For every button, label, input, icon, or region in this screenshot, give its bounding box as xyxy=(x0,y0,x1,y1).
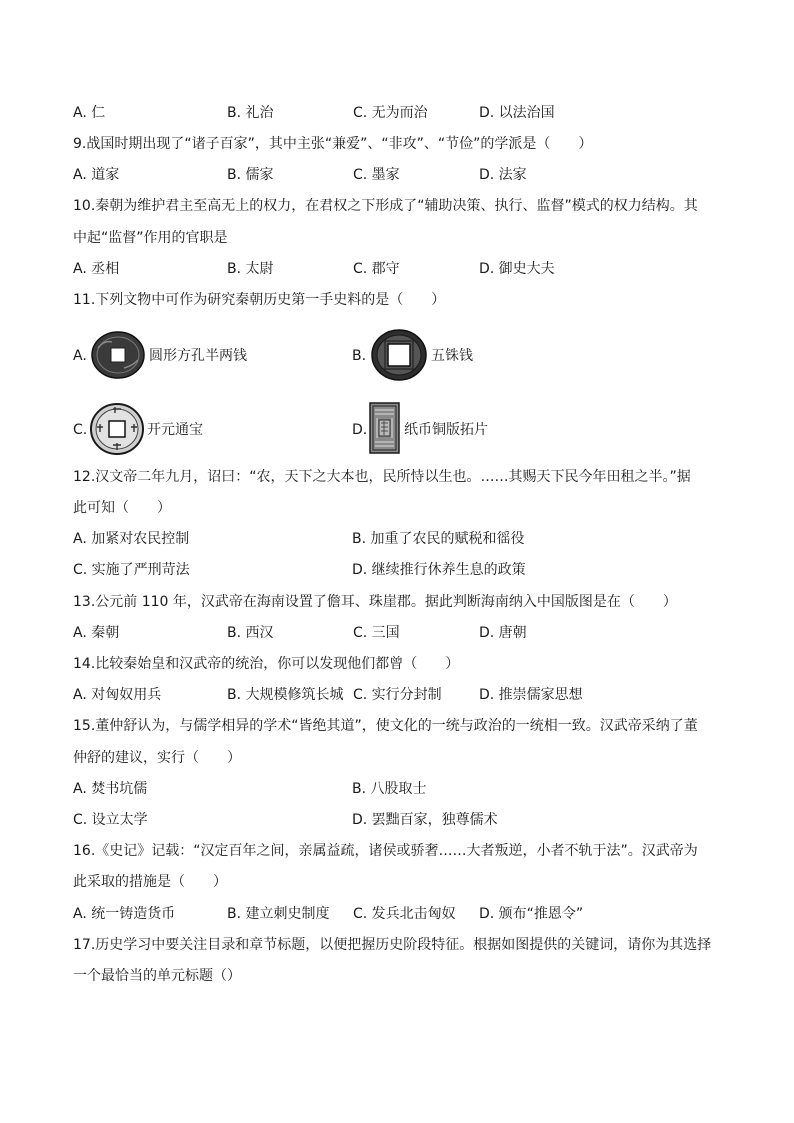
q16-stem-line2: 此采取的措施是（ ） xyxy=(73,874,227,890)
round-coin-icon xyxy=(90,330,146,380)
q15-option-c: C. 设立太学 xyxy=(73,812,148,828)
q15-option-b: B. 八股取士 xyxy=(352,781,427,797)
q12-option-a: A. 加紧对农民控制 xyxy=(73,531,190,547)
q16-stem-line1: 16.《史记》记载：“汉定百年之间，亲属益疏，诸侯或骄奢……大者叛逆，小者不轨于法”。汉武帝为 xyxy=(73,843,698,859)
q11-option-b-letter: B. xyxy=(352,348,367,364)
q11-option-d-label: 纸币铜版拓片 xyxy=(404,422,488,438)
q16-option-a: A. 统一铸造货币 xyxy=(73,906,176,922)
round-coin-icon xyxy=(89,402,145,456)
q16-option-b: B. 建立刺史制度 xyxy=(227,906,330,922)
round-coin-icon xyxy=(370,328,428,382)
q11-option-d-letter: D. xyxy=(352,422,368,438)
q10-stem-line2: 中起“监督”作用的官职是 xyxy=(73,230,228,246)
q9-option-b: B. 儒家 xyxy=(227,167,274,183)
q11-option-a-label: 圆形方孔半两钱 xyxy=(149,348,247,364)
q11-option-c-label: 开元通宝 xyxy=(147,422,203,438)
q15-option-a: A. 焚书坑儒 xyxy=(73,781,148,797)
q14-stem: 14.比较秦始皇和汉武帝的统治，你可以发现他们都曾（ ） xyxy=(73,656,460,672)
q12-stem-line2: 此可知（ ） xyxy=(73,500,171,516)
q15-option-d: D. 罢黜百家，独尊儒术 xyxy=(352,812,498,828)
paper-money-icon xyxy=(369,402,400,454)
q12-option-c: C. 实施了严刑苛法 xyxy=(73,562,190,578)
q14-option-c: C. 实行分封制 xyxy=(353,687,442,703)
q13-option-d: D. 唐朝 xyxy=(479,625,527,641)
q17-stem-line2: 一个最恰当的单元标题（） xyxy=(73,968,241,984)
q13-stem: 13.公元前 110 年，汉武帝在海南设置了儋耳、珠崖郡。据此判断海南纳入中国版图是在（ ） xyxy=(73,594,677,610)
q10-option-d: D. 御史大夫 xyxy=(479,261,555,277)
q11-option-c-letter: C. xyxy=(73,422,88,438)
q14-option-d: D. 推崇儒家思想 xyxy=(479,687,583,703)
q12-option-b: B. 加重了农民的赋税和徭役 xyxy=(352,531,525,547)
q11-stem: 11.下列文物中可作为研究秦朝历史第一手史料的是（ ） xyxy=(73,292,446,308)
q11-option-b-label: 五铢钱 xyxy=(431,348,473,364)
q16-option-d: D. 颁布“推恩令” xyxy=(479,906,584,922)
q13-option-c: C. 三国 xyxy=(353,625,400,641)
q13-option-a: A. 秦朝 xyxy=(73,625,120,641)
q9-option-d: D. 法家 xyxy=(479,167,527,183)
q8-option-c: C. 无为而治 xyxy=(353,105,428,121)
q12-option-d: D. 继续推行休养生息的政策 xyxy=(352,562,526,578)
q17-stem-line1: 17.历史学习中要关注目录和章节标题，以便把握历史阶段特征。根据如图提供的关键词，请你为其选择 xyxy=(73,937,712,953)
q14-option-b: B. 大规模修筑长城 xyxy=(227,687,344,703)
q8-option-b: B. 礼治 xyxy=(227,105,274,121)
q10-option-b: B. 太尉 xyxy=(227,261,274,277)
q8-option-d: D. 以法治国 xyxy=(479,105,555,121)
q8-option-a: A. 仁 xyxy=(73,105,106,121)
q13-option-b: B. 西汉 xyxy=(227,625,274,641)
q9-option-a: A. 道家 xyxy=(73,167,120,183)
q10-stem-line1: 10.秦朝为维护君主至高无上的权力，在君权之下形成了“辅助决策、执行、监督”模式的权力结构。其 xyxy=(73,198,698,214)
q16-option-c: C. 发兵北击匈奴 xyxy=(353,906,456,922)
q14-option-a: A. 对匈奴用兵 xyxy=(73,687,162,703)
q9-option-c: C. 墨家 xyxy=(353,167,400,183)
q11-option-a-letter: A. xyxy=(73,348,87,364)
q12-stem-line1: 12.汉文帝二年九月，诏曰：“农，天下之大本也，民所恃以生也。……其赐天下民今年田租之半。”据 xyxy=(73,469,691,485)
q15-stem-line1: 15.董仲舒认为，与儒学相异的学术“皆绝其道”，使文化的一统与政治的一统相一致。汉武帝采纳了董 xyxy=(73,718,698,734)
q10-option-c: C. 郡守 xyxy=(353,261,400,277)
q9-stem: 9.战国时期出现了“诸子百家”，其中主张“兼爱”、“非攻”、“节俭”的学派是（ ） xyxy=(73,136,593,152)
q10-option-a: A. 丞相 xyxy=(73,261,120,277)
q15-stem-line2: 仲舒的建议，实行（ ） xyxy=(73,750,241,766)
